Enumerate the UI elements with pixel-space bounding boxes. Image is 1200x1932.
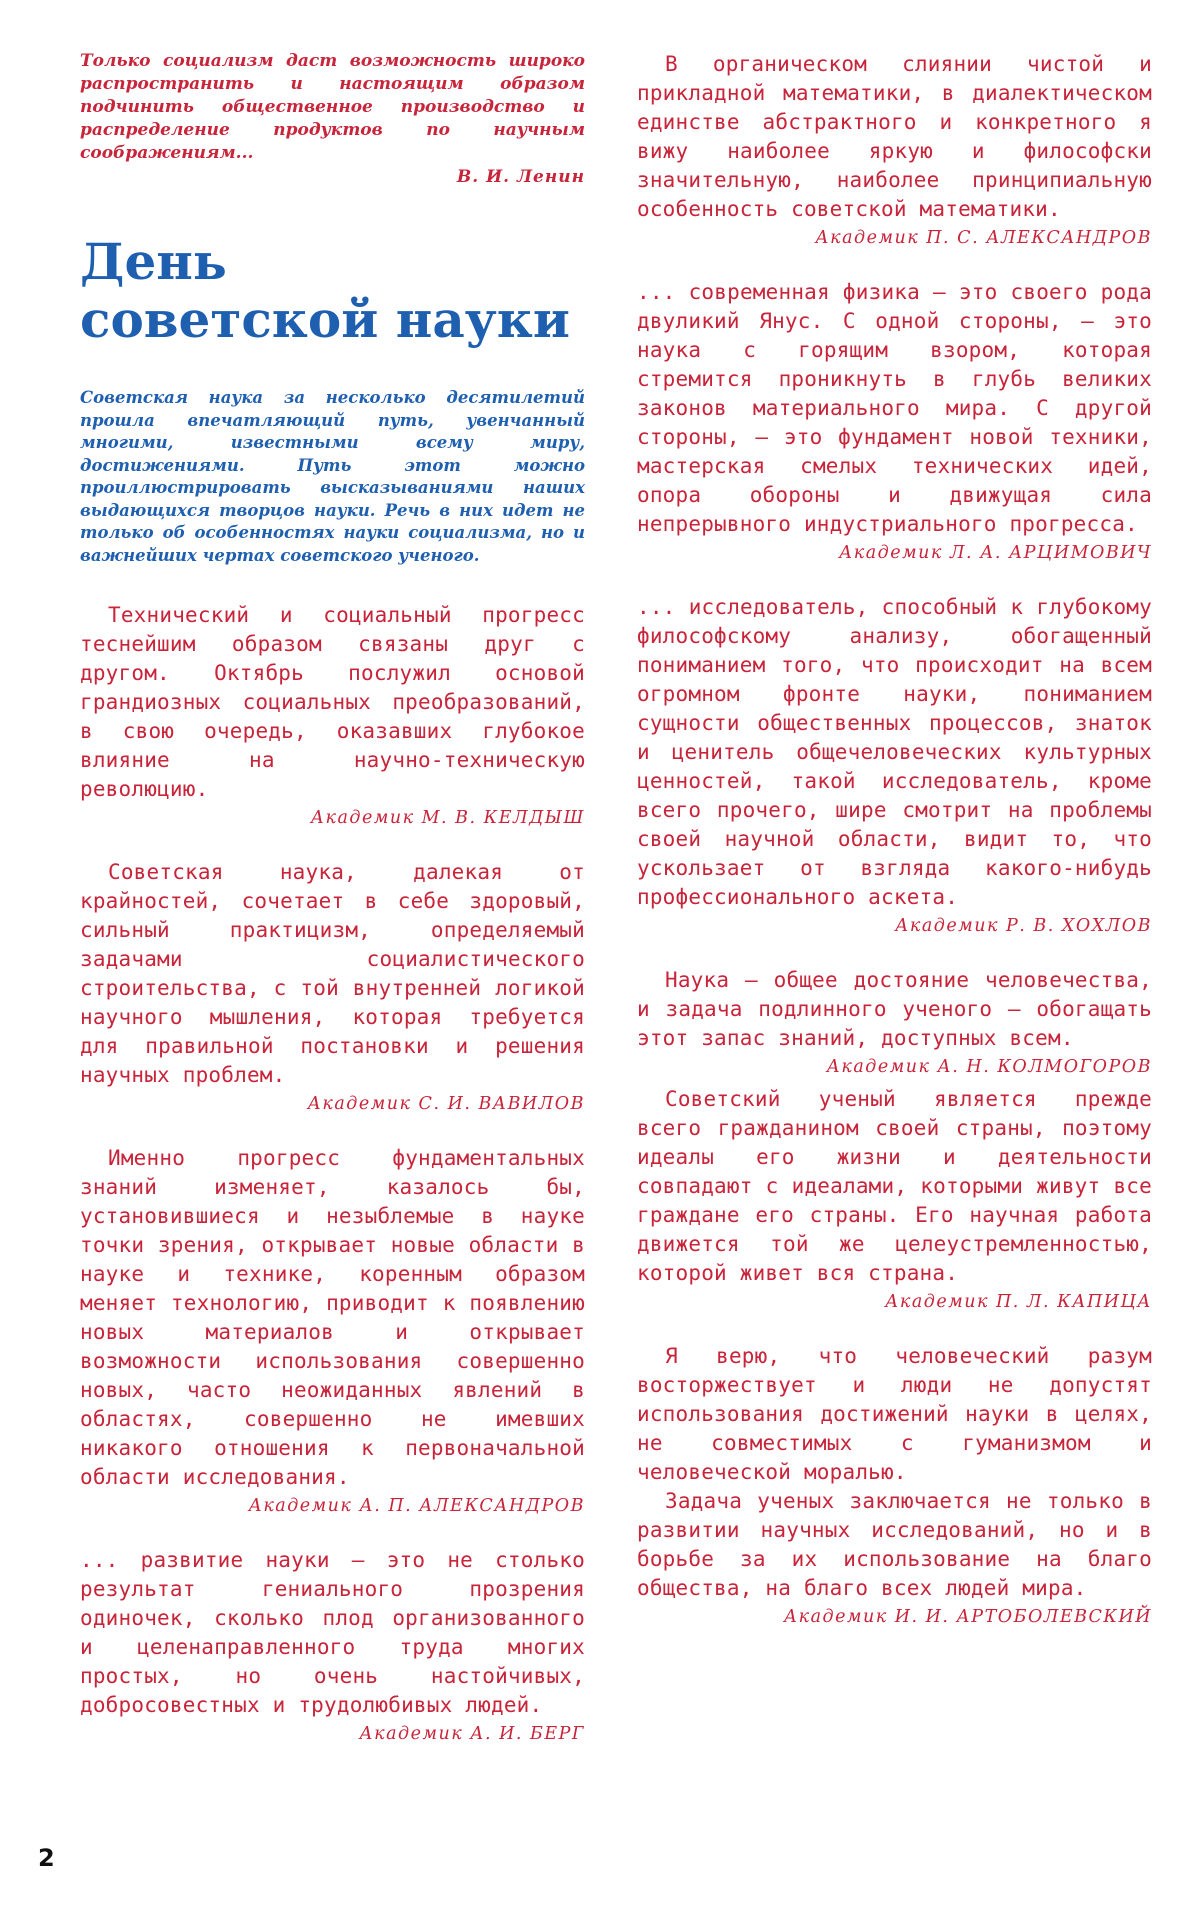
title-line-1: День bbox=[80, 232, 227, 291]
quote-kapitsa: Советский ученый является прежде всего гражданином своей страны, поэтому идеалы его жизни и деятельности совпадают с идеалами, которыми живут все граждане его страны. Его научная работа движется той же целеустремленностью, которой живет вся страна. bbox=[637, 1087, 1152, 1285]
quote-artobolevsky-p1: Я верю, что человеческий разум восторжествует и люди не допустят использования достижений науки в целях, не совместимых с гуманизмом и человеческой моралью. bbox=[637, 1344, 1152, 1484]
page-number: 2 bbox=[38, 1844, 55, 1872]
right-column bbox=[637, 50, 1152, 1657]
title-line-2: советской науки bbox=[80, 290, 570, 349]
quote-keldysh: Технический и социальный прогресс теснейшим образом связаны друг с другом. Октябрь послужил основой грандиозных социальных преобразований, в свою очередь, оказавших глубокое влияние на научно-техническую революцию. bbox=[80, 603, 585, 801]
author-aleksandrov-ps: Академик П. С. АЛЕКСАНДРОВ bbox=[815, 228, 1152, 248]
quote-artsimovich: ... современная физика — это своего рода двуликий Янус. С одной стороны, — это наука с горящим взором, которая стремится проникнуть в глубь великих законов материального мира. С другой стороны, — это фундамент новой техники, мастерская смелых технических идей, опора обороны и движущая сила непрерывного индустриального прогресса. bbox=[637, 280, 1152, 536]
lenin-epigraph: Только социализм даст возможность широко распространить и настоящим образом подчинить общественное производство и распределение продуктов по научным соображениям... bbox=[80, 51, 585, 163]
author-kapitsa: Академик П. Л. КАПИЦА bbox=[885, 1292, 1152, 1312]
page-title bbox=[80, 233, 585, 349]
quote-vavilov: Советская наука, далекая от крайностей, сочетает в себе здоровый, сильный практицизм, определяемый задачами социалистического строительства, с той внутренней логикой научного мышления, которая требуется для правильной постановки и решения научных проблем. bbox=[80, 860, 585, 1087]
author-kolmogorov: Академик А. Н. КОЛМОГОРОВ bbox=[826, 1057, 1152, 1077]
author-artsimovich: Академик Л. А. АРЦИМОВИЧ bbox=[839, 543, 1152, 563]
author-khokhlov: Академик Р. В. ХОХЛОВ bbox=[895, 916, 1152, 936]
author-vavilov: Академик С. И. ВАВИЛОВ bbox=[307, 1094, 585, 1114]
quote-aleksandrov-ap: Именно прогресс фундаментальных знаний изменяет, казалось бы, установившиеся и незыблемые в науке точки зрения, открывает новые области в науке и технике, коренным образом меняет технологию, приводит к появлению новых материалов и открывает возможности использования совершенно новых, часто неожиданных явлений в областях, совершенно не имевших никакого отношения к первоначальной области исследования. bbox=[80, 1146, 585, 1489]
intro-paragraph: Советская наука за несколько десятилетий прошла впечатляющий путь, увенчанный многими, известными всему миру, достижениями. Путь этот можно проиллюстрировать высказываниями наших выдающихся творцов науки. Речь в них идет не только об особенностях науки социализма, но и важнейших чертах советского ученого. bbox=[80, 388, 585, 565]
epigraph-author: В. И. Ленин bbox=[456, 167, 585, 187]
quote-kolmogorov: Наука — общее достояние человечества, и задача подлинного ученого — обогащать этот запас знаний, доступных всем. bbox=[637, 968, 1152, 1050]
quote-aleksandrov-ps: В органическом слиянии чистой и прикладной математики, в диалектическом единстве абстрактного и конкретного я вижу наиболее яркую и философски значительную, наиболее принципиальную особенность советской математики. bbox=[637, 52, 1152, 221]
quote-artobolevsky-p2: Задача ученых заключается не только в развитии научных исследований, но и в борьбе за их использование на благо общества, на благо всех людей мира. bbox=[637, 1489, 1152, 1600]
quote-khokhlov: ... исследователь, способный к глубокому философскому анализу, обогащенный пониманием того, что происходит на всем огромном фронте науки, пониманием сущности общественных процессов, знаток и ценитель общечеловеческих культурных ценностей, такой исследователь, кроме всего прочего, шире смотрит на проблемы своей научной области, видит то, что ускользает от взгляда какого-нибудь профессионального аскета. bbox=[637, 595, 1152, 909]
author-keldysh: Академик М. В. КЕЛДЫШ bbox=[310, 808, 585, 828]
quote-berg: ... развитие науки — это не столько результат гениального прозрения одиночек, сколько плод организованного и целенаправленного труда многих простых, но очень настойчивых, добросовестных и трудолюбивых людей. bbox=[80, 1548, 585, 1717]
author-berg: Академик А. И. БЕРГ bbox=[359, 1724, 585, 1744]
left-column bbox=[80, 50, 585, 1774]
author-artobolevsky: Академик И. И. АРТОБОЛЕВСКИЙ bbox=[783, 1607, 1152, 1627]
author-aleksandrov-ap: Академик А. П. АЛЕКСАНДРОВ bbox=[248, 1496, 585, 1516]
